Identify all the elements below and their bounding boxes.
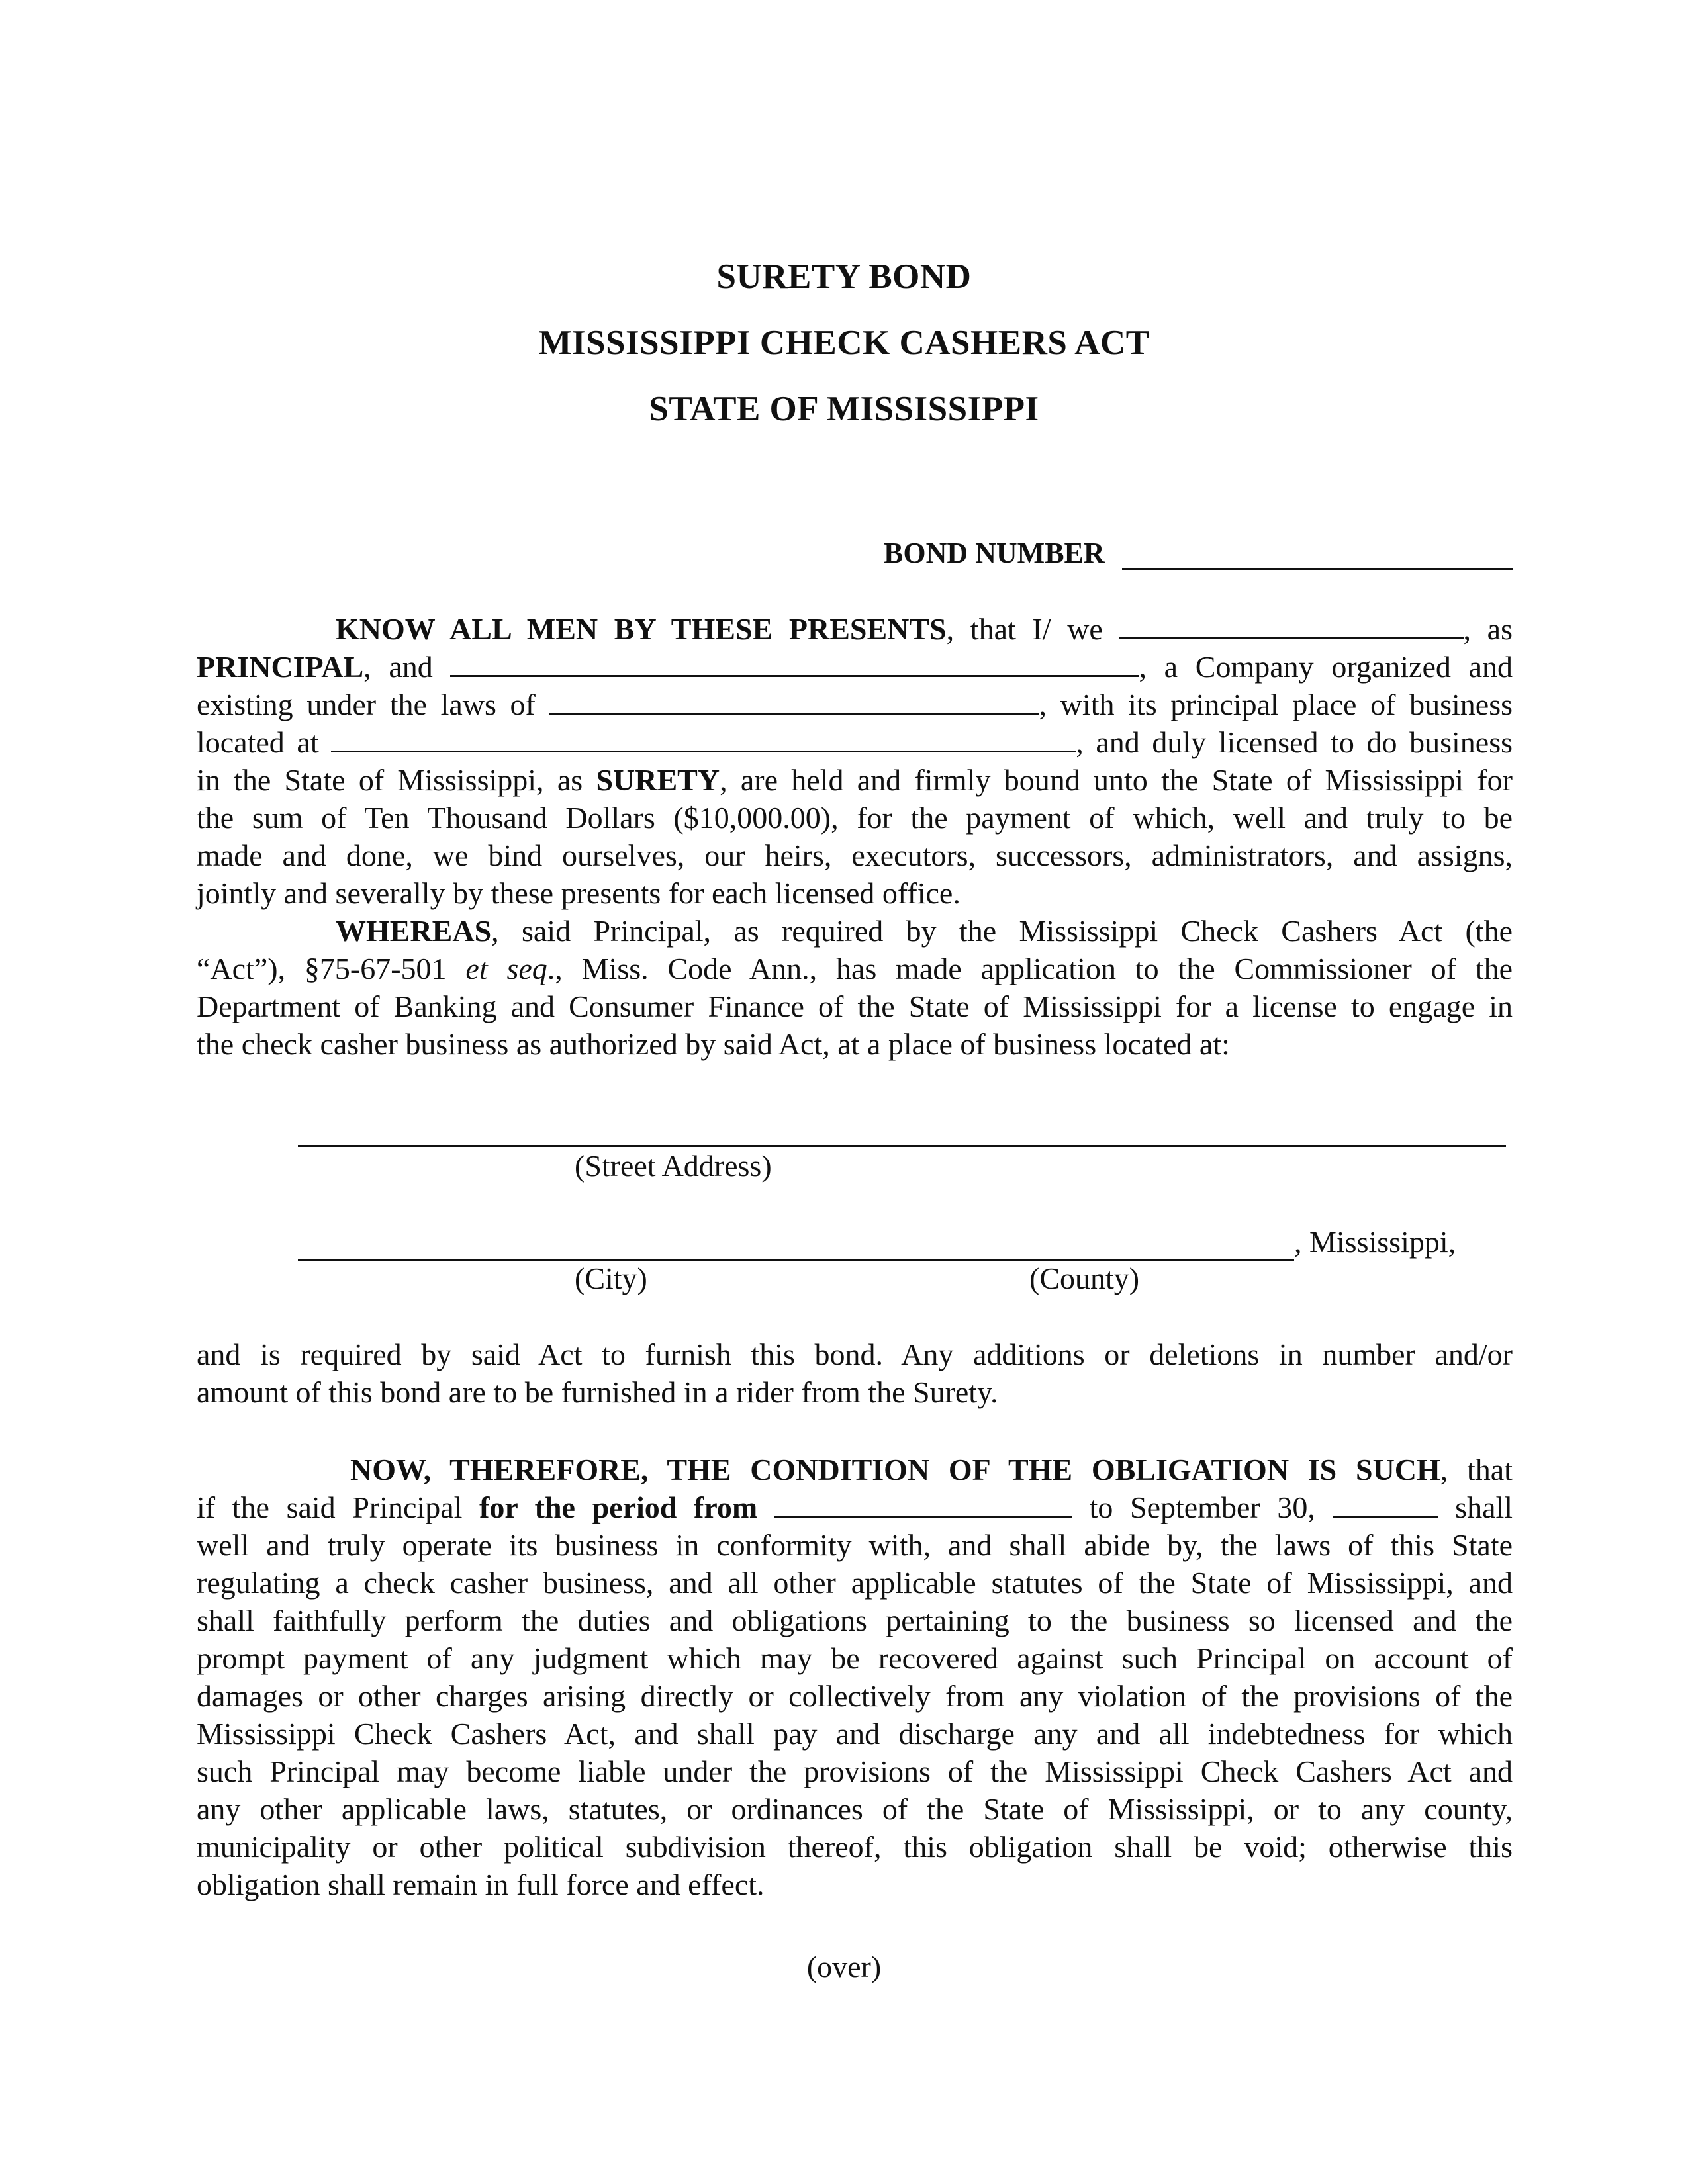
- over-note: (over): [806, 1950, 882, 1983]
- document-subtitle: MISSISSIPPI CHECK CASHERS ACT: [538, 324, 1150, 362]
- bond-number-label: BOND NUMBER: [884, 537, 1105, 569]
- know-all-men-heading: KNOW ALL MEN BY THESE PRESENTS: [336, 612, 947, 646]
- period-start-field[interactable]: [774, 1489, 1072, 1518]
- surety-label: SURETY: [596, 763, 720, 797]
- county-label: (County): [1029, 1261, 1140, 1295]
- paragraph-whereas: WHEREAS, said Principal, as required by the Mississippi Check Cashers Act (the “Act”), §75-67-501 et seq., Miss. Code Ann., has made application to the Commissioner of the Department of Banking and Consumer Finance of the State of Mississippi for a license to engage in the check casher business as authorized by said Act, at a place of business located at:: [197, 914, 1513, 1061]
- period-year-field[interactable]: [1333, 1489, 1438, 1518]
- city-label: (City): [575, 1261, 647, 1295]
- city-county-field[interactable]: [298, 1259, 1294, 1261]
- street-address-label: (Street Address): [575, 1149, 772, 1183]
- street-address-field[interactable]: [298, 1145, 1506, 1147]
- state-of-organization-field[interactable]: [549, 686, 1039, 715]
- surety-location-field[interactable]: [331, 724, 1076, 752]
- whereas-heading: WHEREAS: [336, 914, 492, 948]
- condition-heading: NOW, THEREFORE, THE CONDITION OF THE OBLIGATION IS SUCH: [350, 1453, 1440, 1486]
- document-state: STATE OF MISSISSIPPI: [649, 390, 1039, 428]
- paragraph-furnish-bond: and is required by said Act to furnish this bond. Any additions or deletions in number and/or amount of this bond are to be furnished in a rider from the Surety.: [197, 1338, 1513, 1409]
- surety-company-field[interactable]: [450, 649, 1139, 677]
- bond-number-field[interactable]: [1122, 568, 1513, 570]
- state-suffix: , Mississippi,: [1294, 1225, 1456, 1259]
- principal-label: PRINCIPAL: [197, 650, 364, 684]
- paragraph-condition: NOW, THEREFORE, THE CONDITION OF THE OBLIGATION IS SUCH, that if the said Principal for the period from to September 30, shall well and truly operate its business in conformity with, and shall abide by, the laws of this State regulating a check casher business, and all other applicable statutes of the State of Mississippi, and shall faithfully perform the duties and obligations pertaining to the business so licensed and the prompt payment of any judgment which may be recovered against such Principal on account of damages or other charges arising directly or collectively from any violation of the provisions of the Mississippi Check Cashers Act, and shall pay and discharge any and all indebtedness for which such Principal may become liable under the provisions of the Mississippi Check Cashers Act and any other applicable laws, statutes, or ordinances of the State of Mississippi, or to any county, municipality or other political subdivision thereof, this obligation shall be void; otherwise this obligation shall remain in full force and effect.: [197, 1453, 1513, 1901]
- paragraph-know-all-men: KNOW ALL MEN BY THESE PRESENTS, that I/ we , as PRINCIPAL, and , a Company organized and existing under the laws of , with its principal place of business located at , and duly licensed to do business in the State of Mississippi, as SURETY, are held and firmly bound unto the State of Mississippi for the sum of Ten Thousand Dollars ($10,000.00), for the payment of which, well and truly to be made and done, we bind ourselves, our heirs, executors, successors, administrators, and assigns, jointly and severally by these presents for each licensed office.: [197, 612, 1513, 910]
- document-title: SURETY BOND: [716, 257, 972, 296]
- principal-name-field[interactable]: [1119, 611, 1464, 639]
